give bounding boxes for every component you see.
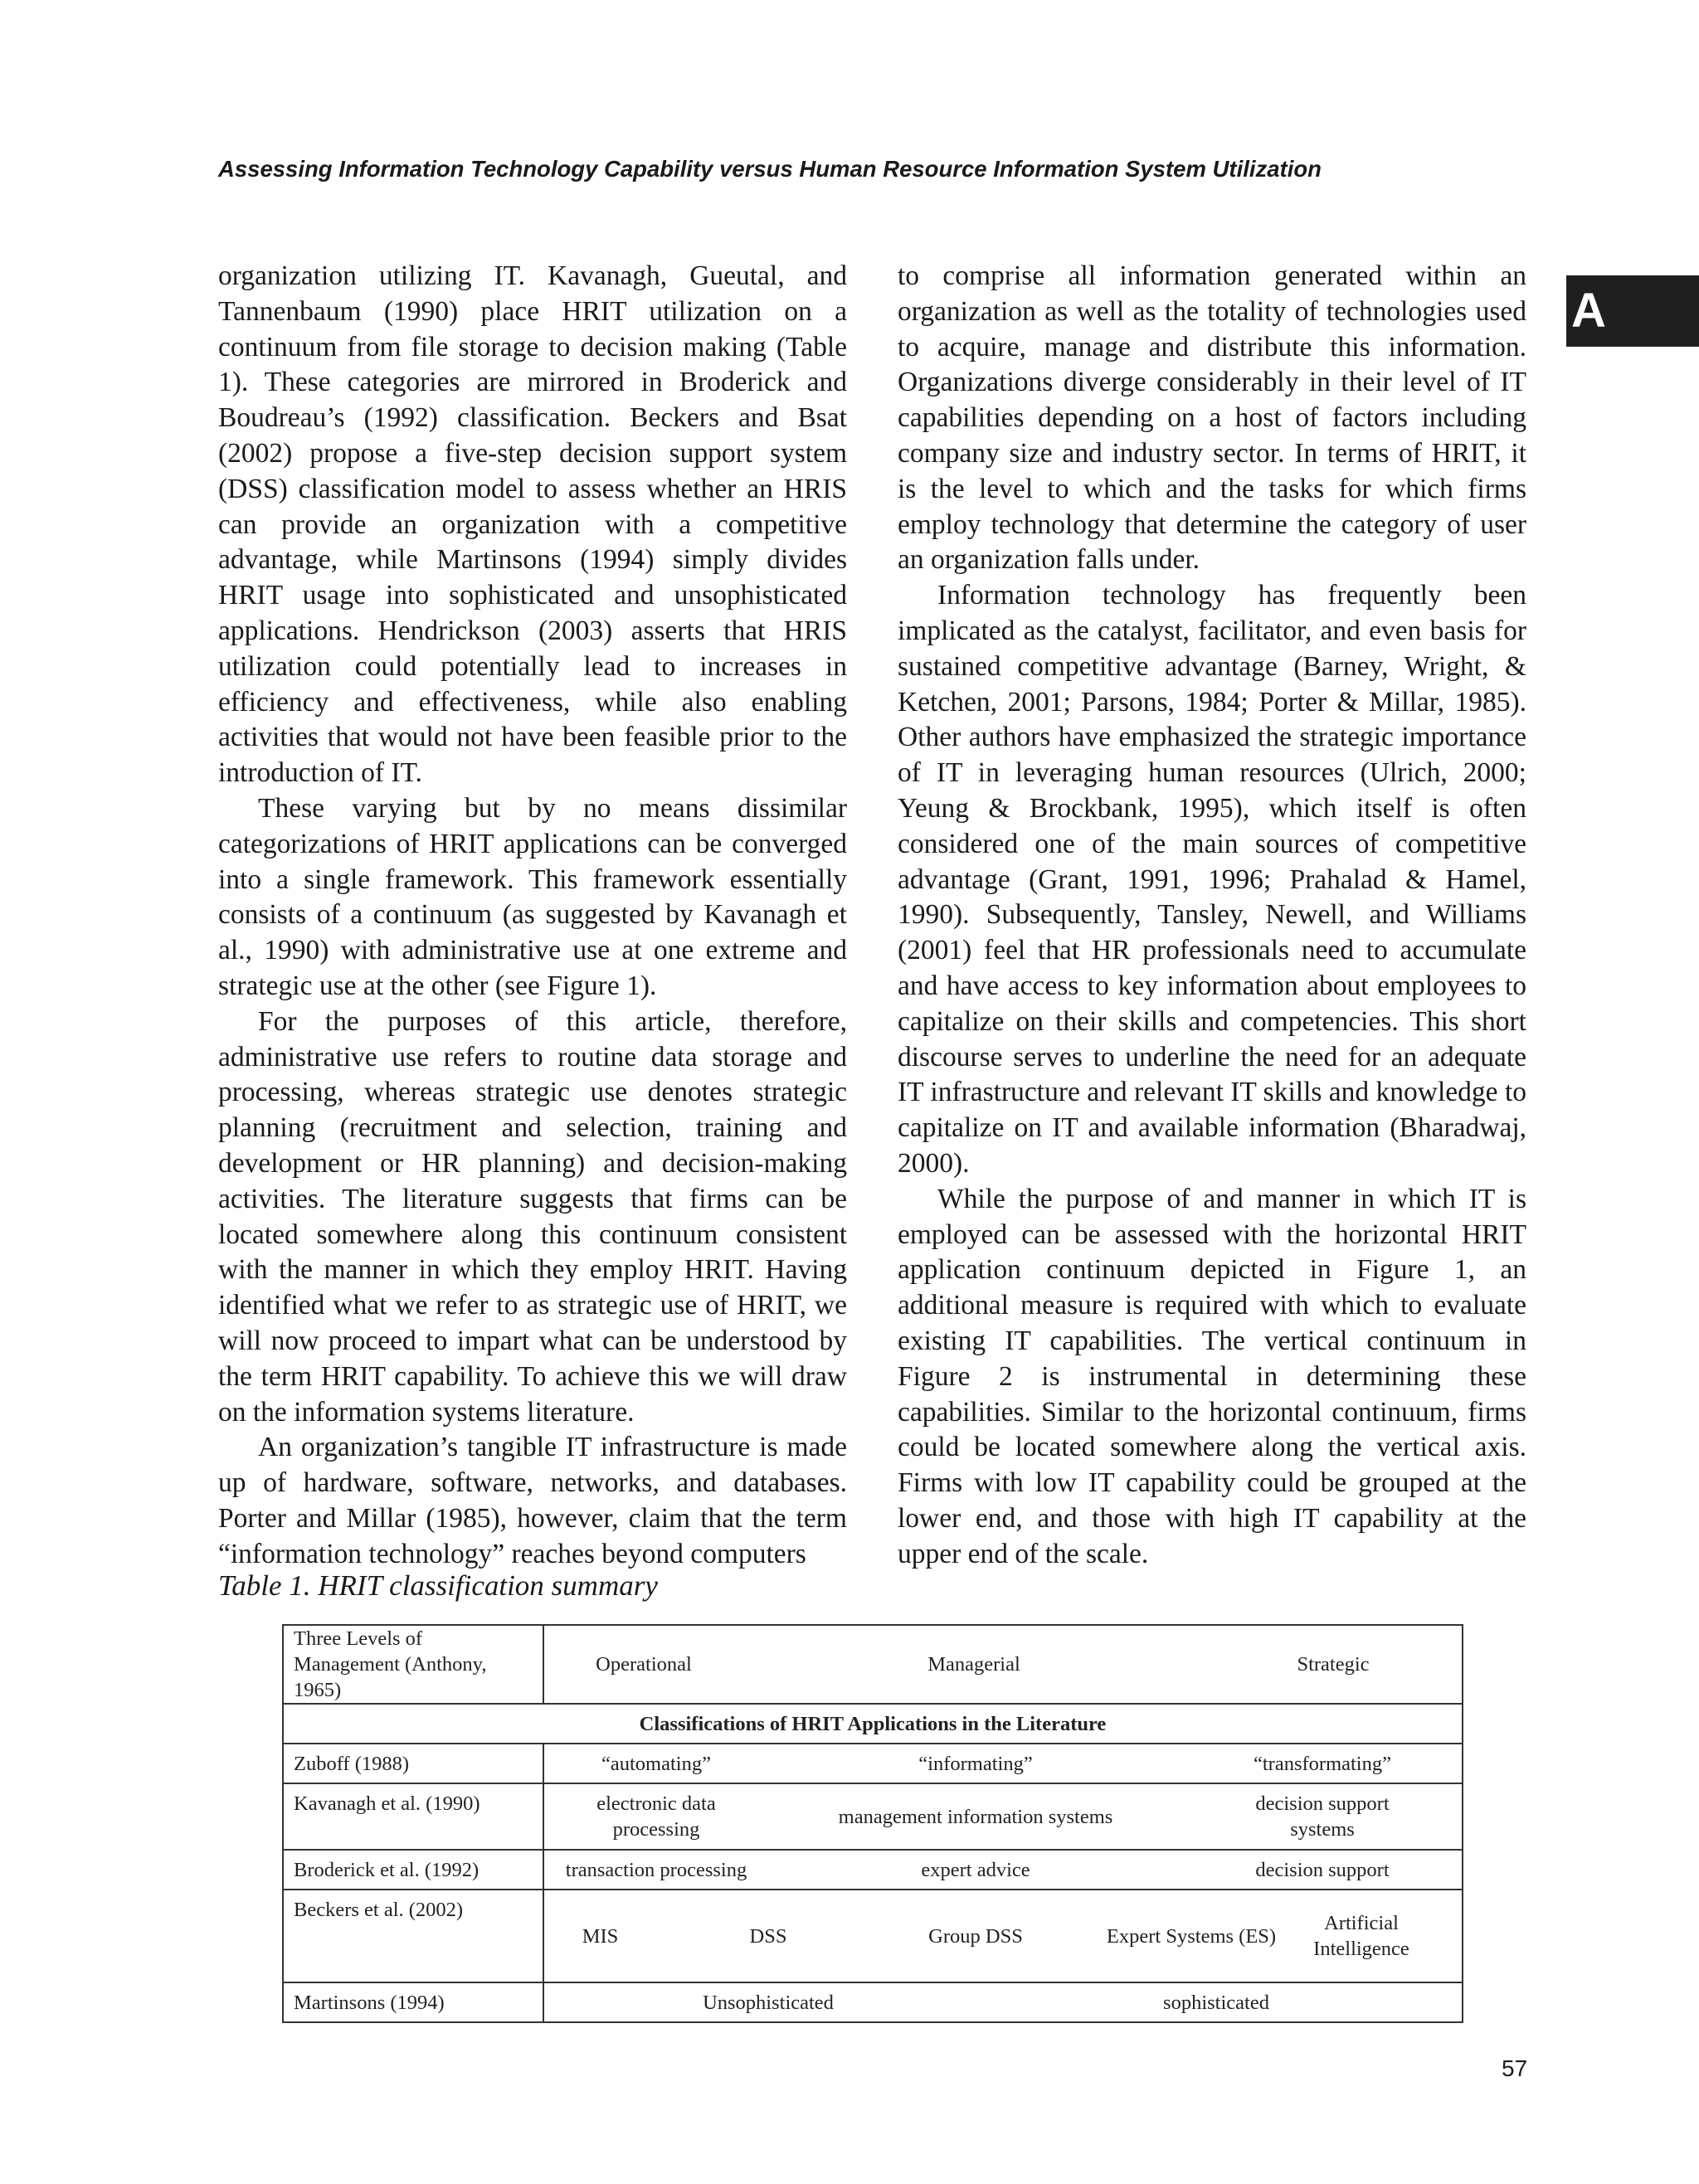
page-number: 57	[1502, 2055, 1528, 2081]
paragraph: Information technology has frequently been implicated as the catalyst, facilitator, and even basis for sustained competitive advantage (Barney, Wright, & Ketchen, 2001; Parsons, 1984; Porter & Millar, 1985). Other authors have emphasized the strategic importance of IT in leveraging human resources (Ulrich, 2000; Yeung & Brockbank, 1995), which itself is often considered one of the main sources of competitive advantage (Grant, 1991, 1996; Prahalad & Hamel, 1990). Subsequently, Tansley, Newell, and Williams (2001) feel that HR professionals need to accumulate and have access to key information about employees to capitalize on their skills and competencies. This short discourse serves to underline the need for an adequate IT infrastructure and relevant IT skills and knowledge to capitalize on IT and available information (Bharadwaj, 2000).	[898, 580, 1526, 1179]
header-level: Operational	[596, 1653, 692, 1676]
paragraph: to comprise all information generated within an organization as well as the totality of technologies used to acquire, manage and distribute this information. Organizations diverge considerably in their level of IT capabilities depending on a host of factors including company size and industry sector. In terms of HRIT, it is the level to which and the tasks for which firms employ technology that determine the category of user an organization falls under.	[898, 260, 1526, 576]
table-cell: transaction processing	[565, 1858, 747, 1881]
left-column	[218, 259, 847, 1572]
paragraph: For the purposes of this article, therefore, administrative use refers to routine data storage and processing, whereas strategic use denotes strategic planning (recruitment and selection, training and development or HR planning) and decision-making activities. The literature suggests that firms can be located somewhere along this continuum consistent with the manner in which they employ HRIT. Having identified what we refer to as strategic use of HRIT, we will now proceed to impart what can be understood by the term HRIT capability. To achieve this we will draw on the information systems literature.	[218, 1005, 847, 1428]
table-cell: DSS	[749, 1924, 787, 1948]
table-row	[283, 1783, 1463, 1850]
row-source: Kavanagh et al. (1990)	[283, 1783, 543, 1850]
table-cell: sophisticated	[1163, 1991, 1269, 2014]
table-caption: Table 1. HRIT classification summary	[218, 1569, 658, 1602]
paragraph: organization utilizing IT. Kavanagh, Gueutal, and Tannenbaum (1990) place HRIT utilization on a continuum from file storage to decision making (Table 1). These categories are mirrored in Broderick and Boudreau’s (1992) classification. Beckers and Bsat (2002) propose a five-step decision support system (DSS) classification model to assess whether an HRIS can provide an organization with a competitive advantage, while Martinsons (1994) simply divides HRIT usage into sophisticated and unsophisticated applications. Hendrickson (2003) asserts that HRIS utilization could potentially lead to increases in efficiency and effectiveness, while also enabling activities that would not have been feasible prior to the introduction of IT.	[218, 260, 847, 789]
table-cell: MIS	[582, 1924, 619, 1948]
right-column	[898, 259, 1526, 1572]
table-row	[283, 1744, 1463, 1783]
section-tab: A	[1566, 275, 1699, 347]
table-cell: decision support	[1255, 1858, 1390, 1881]
paragraph: An organization’s tangible IT infrastructure is made up of hardware, software, networks, and databases. Porter and Millar (1985), however, claim that the term “information technology” reaches beyond computers	[218, 1432, 847, 1569]
table-banner: Classifications of HRIT Applications in the Literature	[283, 1704, 1463, 1744]
table-row	[283, 1890, 1463, 1982]
table-cell: Unsophisticated	[703, 1991, 834, 2014]
table-cell: management information systems	[838, 1805, 1113, 1828]
paragraph: These varying but by no means dissimilar categorizations of HRIT applications can be converged into a single framework. This framework essentially consists of a continuum (as suggested by Kavanagh et al., 1990) with administrative use at one extreme and strategic use at the other (see Figure 1).	[218, 792, 847, 1001]
table-cell: Expert Systems (ES)	[1106, 1924, 1277, 1948]
header-level: Managerial	[927, 1653, 1020, 1676]
table-cell: “informating”	[918, 1752, 1033, 1775]
table-cell: “transformating”	[1254, 1752, 1391, 1775]
table-cell: Group DSS	[928, 1924, 1023, 1948]
table-row	[283, 1850, 1463, 1890]
table-header-row	[283, 1625, 1463, 1704]
header-label: Three Levels of Management (Anthony, 1965)	[283, 1625, 543, 1704]
table-row	[283, 1982, 1463, 2022]
table-cell: “automating”	[601, 1752, 711, 1775]
table-cell: expert advice	[921, 1858, 1030, 1881]
row-source: Broderick et al. (1992)	[283, 1850, 543, 1890]
header-level: Strategic	[1297, 1653, 1370, 1676]
paragraph: While the purpose of and manner in which IT is employed can be assessed with the horizontal HRIT application continuum depicted in Figure 1, an additional measure is required with which to evaluate existing IT capabilities. The vertical continuum in Figure 2 is instrumental in determining these capabilities. Similar to the horizontal continuum, firms could be located somewhere along the vertical axis. Firms with low IT capability could be grouped at the lower end, and those with high IT capability at the upper end of the scale.	[898, 1183, 1526, 1569]
row-source: Beckers et al. (2002)	[283, 1890, 543, 1982]
hrit-classification-table	[282, 1624, 1463, 2023]
row-source: Zuboff (1988)	[283, 1744, 543, 1783]
row-source: Martinsons (1994)	[283, 1982, 543, 2022]
table-cell: Artificial Intelligence	[1313, 1912, 1409, 1960]
table-banner-row	[283, 1704, 1463, 1744]
table-cell: electronic data processing	[596, 1792, 716, 1841]
table-cell: decision support systems	[1255, 1792, 1390, 1841]
running-head: Assessing Information Technology Capability versus Human Resource Information System Utilization	[218, 156, 1322, 182]
